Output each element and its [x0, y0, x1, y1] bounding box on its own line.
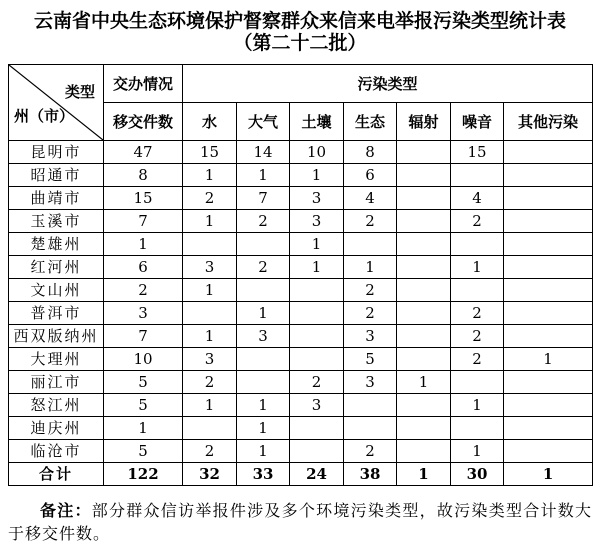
- header-noise: 噪音: [451, 103, 504, 141]
- value-cell: [397, 256, 451, 279]
- value-cell: [397, 141, 451, 164]
- table-row-total: [9, 463, 593, 486]
- value-cell: 2: [451, 348, 504, 371]
- value-cell: 2: [451, 325, 504, 348]
- note-text: 部分群众信访举报件涉及多个环境污染类型，故污染类型合计数大于移交件数。: [8, 501, 592, 543]
- value-cell: 1: [237, 417, 290, 440]
- statistics-table: [8, 64, 593, 486]
- value-cell: [504, 141, 593, 164]
- region-cell: 合计: [9, 463, 104, 486]
- header-radiation: 辐射: [397, 103, 451, 141]
- value-cell: [504, 256, 593, 279]
- value-cell: [237, 371, 290, 394]
- value-cell: 7: [104, 210, 183, 233]
- value-cell: 2: [451, 302, 504, 325]
- value-cell: [397, 440, 451, 463]
- value-cell: [504, 325, 593, 348]
- value-cell: [451, 279, 504, 302]
- value-cell: [504, 164, 593, 187]
- value-cell: 30: [451, 463, 504, 486]
- region-cell: 文山州: [9, 279, 104, 302]
- value-cell: 2: [237, 210, 290, 233]
- table-body: [9, 141, 593, 486]
- value-cell: 1: [397, 463, 451, 486]
- table-row: [9, 417, 593, 440]
- value-cell: [397, 187, 451, 210]
- value-cell: 1: [397, 371, 451, 394]
- diagonal-divider: [9, 65, 103, 140]
- value-cell: 5: [104, 394, 183, 417]
- value-cell: 1: [451, 256, 504, 279]
- table-row: [9, 394, 593, 417]
- value-cell: 1: [237, 440, 290, 463]
- value-cell: [344, 417, 397, 440]
- value-cell: 15: [183, 141, 237, 164]
- value-cell: [504, 417, 593, 440]
- value-cell: [290, 325, 344, 348]
- value-cell: 1: [183, 210, 237, 233]
- value-cell: [504, 302, 593, 325]
- value-cell: 2: [183, 187, 237, 210]
- value-cell: 5: [104, 371, 183, 394]
- region-cell: 怒江州: [9, 394, 104, 417]
- value-cell: 24: [290, 463, 344, 486]
- value-cell: [397, 302, 451, 325]
- value-cell: 33: [237, 463, 290, 486]
- corner-cell: [9, 65, 104, 141]
- note-label: 备注：: [40, 501, 92, 520]
- value-cell: [290, 279, 344, 302]
- value-cell: 3: [290, 187, 344, 210]
- value-cell: 3: [104, 302, 183, 325]
- value-cell: [344, 233, 397, 256]
- table-row: [9, 233, 593, 256]
- region-cell: 曲靖市: [9, 187, 104, 210]
- region-cell: 昭通市: [9, 164, 104, 187]
- value-cell: 3: [344, 325, 397, 348]
- value-cell: 1: [504, 463, 593, 486]
- value-cell: 2: [344, 210, 397, 233]
- value-cell: 1: [183, 325, 237, 348]
- table-row: [9, 210, 593, 233]
- value-cell: [504, 233, 593, 256]
- value-cell: 6: [344, 164, 397, 187]
- region-cell: 昆明市: [9, 141, 104, 164]
- value-cell: 47: [104, 141, 183, 164]
- value-cell: [397, 233, 451, 256]
- region-cell: 大理州: [9, 348, 104, 371]
- table-row: [9, 187, 593, 210]
- value-cell: 5: [104, 440, 183, 463]
- value-cell: 122: [104, 463, 183, 486]
- header-row-1: [9, 65, 593, 103]
- table-row: [9, 256, 593, 279]
- header-water: 水: [183, 103, 237, 141]
- table-row: [9, 141, 593, 164]
- value-cell: [290, 302, 344, 325]
- value-cell: 3: [183, 348, 237, 371]
- value-cell: [451, 233, 504, 256]
- region-cell: 楚雄州: [9, 233, 104, 256]
- value-cell: [504, 210, 593, 233]
- value-cell: [451, 417, 504, 440]
- table-row: [9, 164, 593, 187]
- value-cell: 3: [237, 325, 290, 348]
- value-cell: 1: [104, 233, 183, 256]
- table-row: [9, 302, 593, 325]
- value-cell: [504, 279, 593, 302]
- value-cell: [344, 394, 397, 417]
- value-cell: [290, 348, 344, 371]
- region-cell: 玉溪市: [9, 210, 104, 233]
- value-cell: [397, 210, 451, 233]
- value-cell: 4: [451, 187, 504, 210]
- value-cell: 2: [451, 210, 504, 233]
- value-cell: 5: [344, 348, 397, 371]
- value-cell: 1: [183, 279, 237, 302]
- corner-label-type: 类型: [64, 83, 95, 101]
- header-transferred: 移交件数: [104, 103, 183, 141]
- value-cell: 1: [290, 164, 344, 187]
- value-cell: 10: [290, 141, 344, 164]
- value-cell: 14: [237, 141, 290, 164]
- value-cell: 3: [290, 394, 344, 417]
- value-cell: [397, 417, 451, 440]
- value-cell: 6: [104, 256, 183, 279]
- value-cell: 38: [344, 463, 397, 486]
- value-cell: [451, 164, 504, 187]
- value-cell: 1: [104, 417, 183, 440]
- value-cell: 1: [451, 440, 504, 463]
- value-cell: [183, 302, 237, 325]
- header-other: 其他污染: [504, 103, 593, 141]
- region-cell: 临沧市: [9, 440, 104, 463]
- value-cell: 1: [290, 256, 344, 279]
- value-cell: 3: [344, 371, 397, 394]
- value-cell: 15: [451, 141, 504, 164]
- value-cell: 15: [104, 187, 183, 210]
- value-cell: [183, 417, 237, 440]
- value-cell: 2: [344, 440, 397, 463]
- header-pollution-group: 污染类型: [183, 65, 593, 103]
- value-cell: [504, 394, 593, 417]
- value-cell: 3: [290, 210, 344, 233]
- region-cell: 红河州: [9, 256, 104, 279]
- table-row: [9, 279, 593, 302]
- document-title: [8, 8, 592, 54]
- region-cell: 西双版纳州: [9, 325, 104, 348]
- value-cell: [397, 279, 451, 302]
- value-cell: [451, 371, 504, 394]
- table-row: [9, 371, 593, 394]
- value-cell: 7: [237, 187, 290, 210]
- value-cell: [397, 394, 451, 417]
- title-line-2: （第二十二批）: [233, 32, 367, 54]
- value-cell: 3: [183, 256, 237, 279]
- value-cell: 1: [237, 164, 290, 187]
- value-cell: [237, 348, 290, 371]
- header-handling-group: 交办情况: [104, 65, 183, 103]
- value-cell: 2: [237, 256, 290, 279]
- value-cell: 1: [183, 394, 237, 417]
- value-cell: 1: [344, 256, 397, 279]
- value-cell: 1: [290, 233, 344, 256]
- value-cell: [504, 371, 593, 394]
- header-soil: 土壤: [290, 103, 344, 141]
- region-cell: 普洱市: [9, 302, 104, 325]
- value-cell: 8: [104, 164, 183, 187]
- value-cell: 1: [183, 164, 237, 187]
- value-cell: 2: [290, 371, 344, 394]
- value-cell: 1: [237, 394, 290, 417]
- table-header: [9, 65, 593, 141]
- note: [8, 499, 592, 544]
- header-air: 大气: [237, 103, 290, 141]
- region-cell: 迪庆州: [9, 417, 104, 440]
- value-cell: 10: [104, 348, 183, 371]
- value-cell: [397, 164, 451, 187]
- value-cell: 2: [344, 302, 397, 325]
- table-row: [9, 325, 593, 348]
- value-cell: 4: [344, 187, 397, 210]
- value-cell: 8: [344, 141, 397, 164]
- value-cell: [237, 279, 290, 302]
- value-cell: [290, 440, 344, 463]
- region-cell: 丽江市: [9, 371, 104, 394]
- value-cell: 32: [183, 463, 237, 486]
- table-row: [9, 348, 593, 371]
- value-cell: [397, 348, 451, 371]
- value-cell: 2: [183, 371, 237, 394]
- value-cell: 2: [104, 279, 183, 302]
- corner-label-region: 州（市）: [14, 107, 75, 125]
- value-cell: 1: [451, 394, 504, 417]
- header-ecology: 生态: [344, 103, 397, 141]
- value-cell: [237, 233, 290, 256]
- title-line-1: 云南省中央生态环境保护督察群众来信来电举报污染类型统计表: [33, 10, 566, 32]
- value-cell: 7: [104, 325, 183, 348]
- value-cell: 2: [183, 440, 237, 463]
- value-cell: [397, 325, 451, 348]
- value-cell: 2: [344, 279, 397, 302]
- value-cell: 1: [237, 302, 290, 325]
- value-cell: 1: [504, 348, 593, 371]
- value-cell: [504, 187, 593, 210]
- value-cell: [183, 233, 237, 256]
- value-cell: [504, 440, 593, 463]
- table-row: [9, 440, 593, 463]
- value-cell: [290, 417, 344, 440]
